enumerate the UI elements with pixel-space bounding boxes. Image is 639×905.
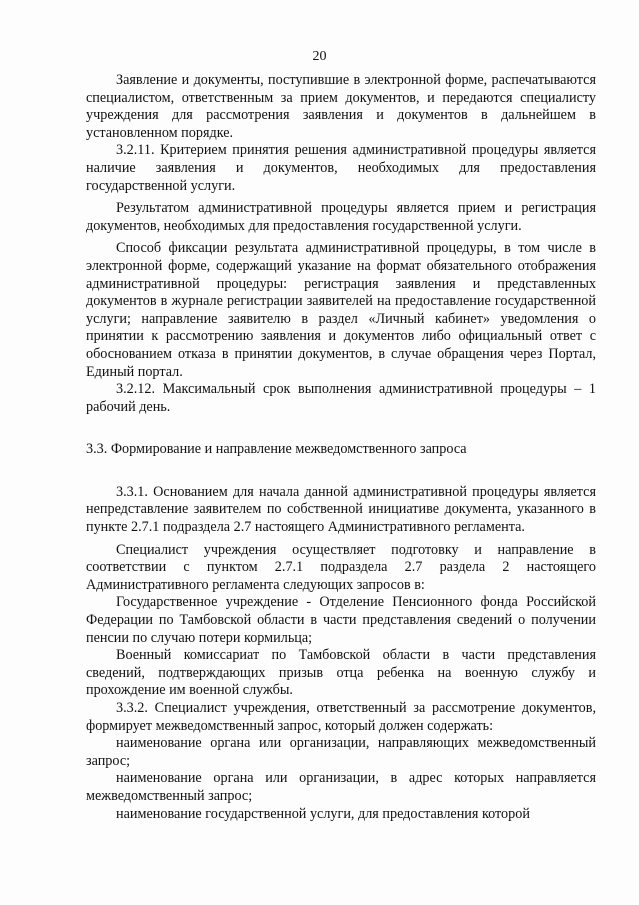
- paragraph: 3.3.2. Специалист учреждения, ответственный за рассмотрение документов, формирует межведомственный запрос, который должен содержать:: [86, 700, 596, 734]
- paragraph: Заявление и документы, поступившие в электронной форме, распечатываются специалистом, ответственным за прием документов, и передаются специалисту учреждения для рассмотрения заявления и документов в дальнейшем в установленном порядке.: [86, 72, 596, 141]
- paragraph: 3.2.12. Максимальный срок выполнения административной процедуры – 1 рабочий день.: [86, 381, 596, 415]
- paragraph: наименование государственной услуги, для предоставления которой: [116, 805, 530, 822]
- document-body: [86, 72, 596, 823]
- paragraph: Способ фиксации результата административной процедуры, в том числе в электронной форме, содержащий указание на формат обязательного отображения административной процедуры: регистрация заявления и представленных документов в журнале регистрации заявителей на предоставление государственной услуги; направление заявителю в раздел «Личный кабинет» уведомления о принятии к рассмотрению заявления и документов либо официальный ответ с обоснованием отказа в принятии документов, в случае обращения через Портал, Единый портал.: [86, 240, 596, 380]
- paragraph: Военный комиссариат по Тамбовской области в части представления сведений, подтверждающих призыв отца ребенка на военную службу и прохождение им военной службы.: [86, 647, 596, 699]
- paragraph: наименование органа или организации, в адрес которых направляется межведомственный запрос;: [86, 770, 596, 804]
- page-number: 20: [312, 49, 327, 64]
- paragraph: наименование органа или организации, направляющих межведомственный запрос;: [86, 735, 596, 769]
- paragraph: Специалист учреждения осуществляет подготовку и направление в соответствии с пунктом 2.7.1 подраздела 2.7 раздела 2 настоящего Административного регламента следующих запросов в:: [86, 541, 596, 593]
- paragraph: 3.3.1. Основанием для начала данной административной процедуры является непредставление заявителем по собственной инициативе документа, указанного в пункте 2.7.1 подраздела 2.7 настоящего Административного регламента.: [86, 483, 596, 536]
- section-heading: 3.3. Формирование и направление межведомственного запроса: [86, 441, 467, 458]
- paragraph: 3.2.11. Критерием принятия решения административной процедуры является наличие заявления и документов, необходимых для предоставления государственной услуги.: [86, 142, 596, 194]
- paragraph: Результатом административной процедуры является прием и регистрация документов, необходимых для предоставления государственной услуги.: [86, 200, 596, 234]
- paragraph: Государственное учреждение - Отделение Пенсионного фонда Российской Федерации по Тамбовской области в части представления сведений о получении пенсии по случаю потери кормильца;: [86, 594, 596, 646]
